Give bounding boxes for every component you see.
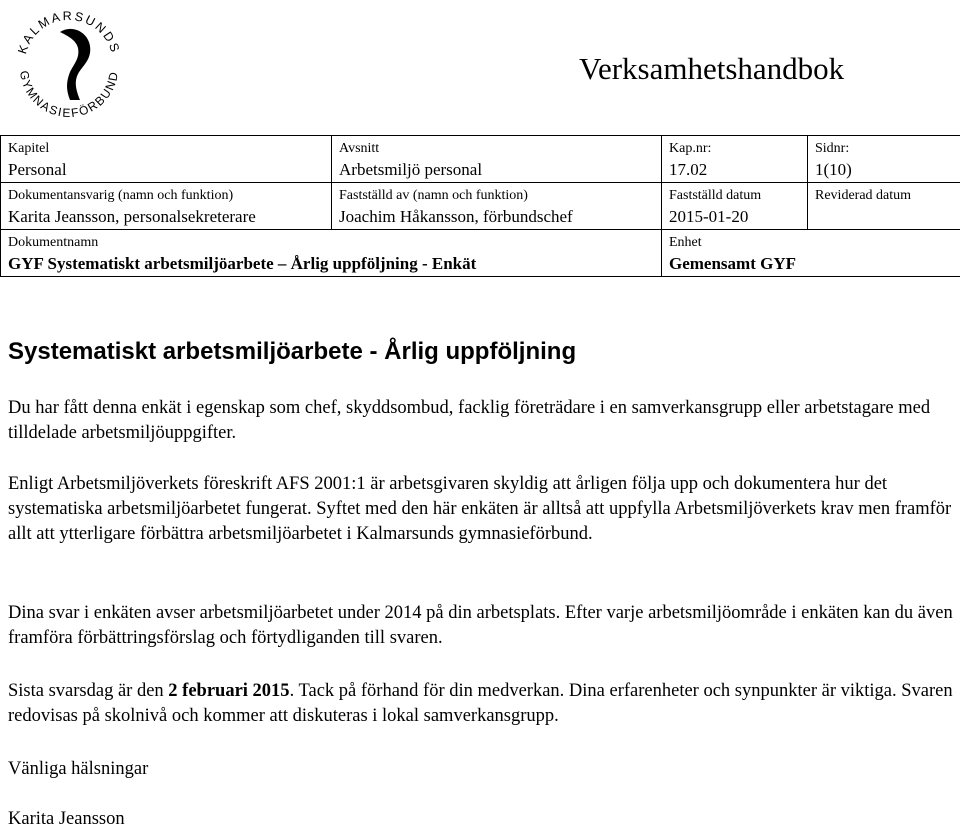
dokumentnamn-label: Dokumentnamn [1,230,662,255]
deadline-text-before: Sista svarsdag är den [8,681,168,701]
faststalld-av-label: Fastställd av (namn och funktion) [332,183,662,208]
document-title: Verksamhetshandbok [579,50,844,88]
enhet-value: Gemensamt GYF [662,254,960,277]
intro-paragraph: Du har fått denna enkät i egenskap som chef, skyddsombud, facklig företrädare i en samverkansgrupp eller arbetstagare med tilldelade arbetsmiljöuppgifter. [8,396,956,446]
kapnr-value: 17.02 [662,160,808,183]
faststalld-datum-label: Fastställd datum [662,183,808,208]
sidnr-value: 1(10) [808,160,960,183]
kapitel-value: Personal [1,160,332,183]
deadline-date: 2 februari 2015 [168,681,289,701]
dokumentnamn-value: GYF Systematiskt arbetsmiljöarbete – Årlig uppföljning - Enkät [1,254,662,277]
reviderad-datum-label: Reviderad datum [808,183,960,208]
svg-text:GYMNASIEFÖRBUND: GYMNASIEFÖRBUND [17,69,121,120]
section-heading: Systematiskt arbetsmiljöarbete - Årlig uppföljning [8,336,576,368]
deadline-text-after: . Tack på förhand för din medverkan. Dina erfarenheter och synpunkter är viktiga. Svaren redovisas på skolnivå och kommer att diskuteras i lokal samverkansgrupp. [8,681,953,726]
avsnitt-label: Avsnitt [332,136,662,161]
avsnitt-value: Arbetsmiljö personal [332,160,662,183]
kapitel-label: Kapitel [1,136,332,161]
svg-text:KALMARSUNDS: KALMARSUNDS [15,9,122,56]
dokumentansvarig-label: Dokumentansvarig (namn och funktion) [1,183,332,208]
kapnr-label: Kap.nr: [662,136,808,161]
sidnr-label: Sidnr: [808,136,960,161]
greeting: Vänliga hälsningar [8,757,956,782]
dokumentansvarig-value: Karita Jeansson, personalsekreterare [1,207,332,230]
kalmarsunds-logo [8,2,130,130]
document-metadata-table [0,135,960,277]
faststalld-av-value: Joachim Håkansson, förbundschef [332,207,662,230]
reviderad-datum-value [808,207,960,230]
deadline-paragraph [8,679,956,729]
enhet-label: Enhet [662,230,960,255]
scope-paragraph: Dina svar i enkäten avser arbetsmiljöarbetet under 2014 på din arbetsplats. Efter varje arbetsmiljöområde i enkäten kan du även framföra förbättringsförslag och förtydliganden till svaren. [8,601,956,651]
faststalld-datum-value: 2015-01-20 [662,207,808,230]
signature: Karita Jeansson [8,807,956,832]
regulation-paragraph: Enligt Arbetsmiljöverkets föreskrift AFS 2001:1 är arbetsgivaren skyldig att årligen följa upp och dokumentera hur det systematiska arbetsmiljöarbetet fungerat. Syftet med den här enkäten är alltså att uppfylla Arbetsmiljöverkets krav men framför allt att ytterligare förbättra arbetsmiljöarbetet i Kalmarsunds gymnasieförbund. [8,472,956,547]
